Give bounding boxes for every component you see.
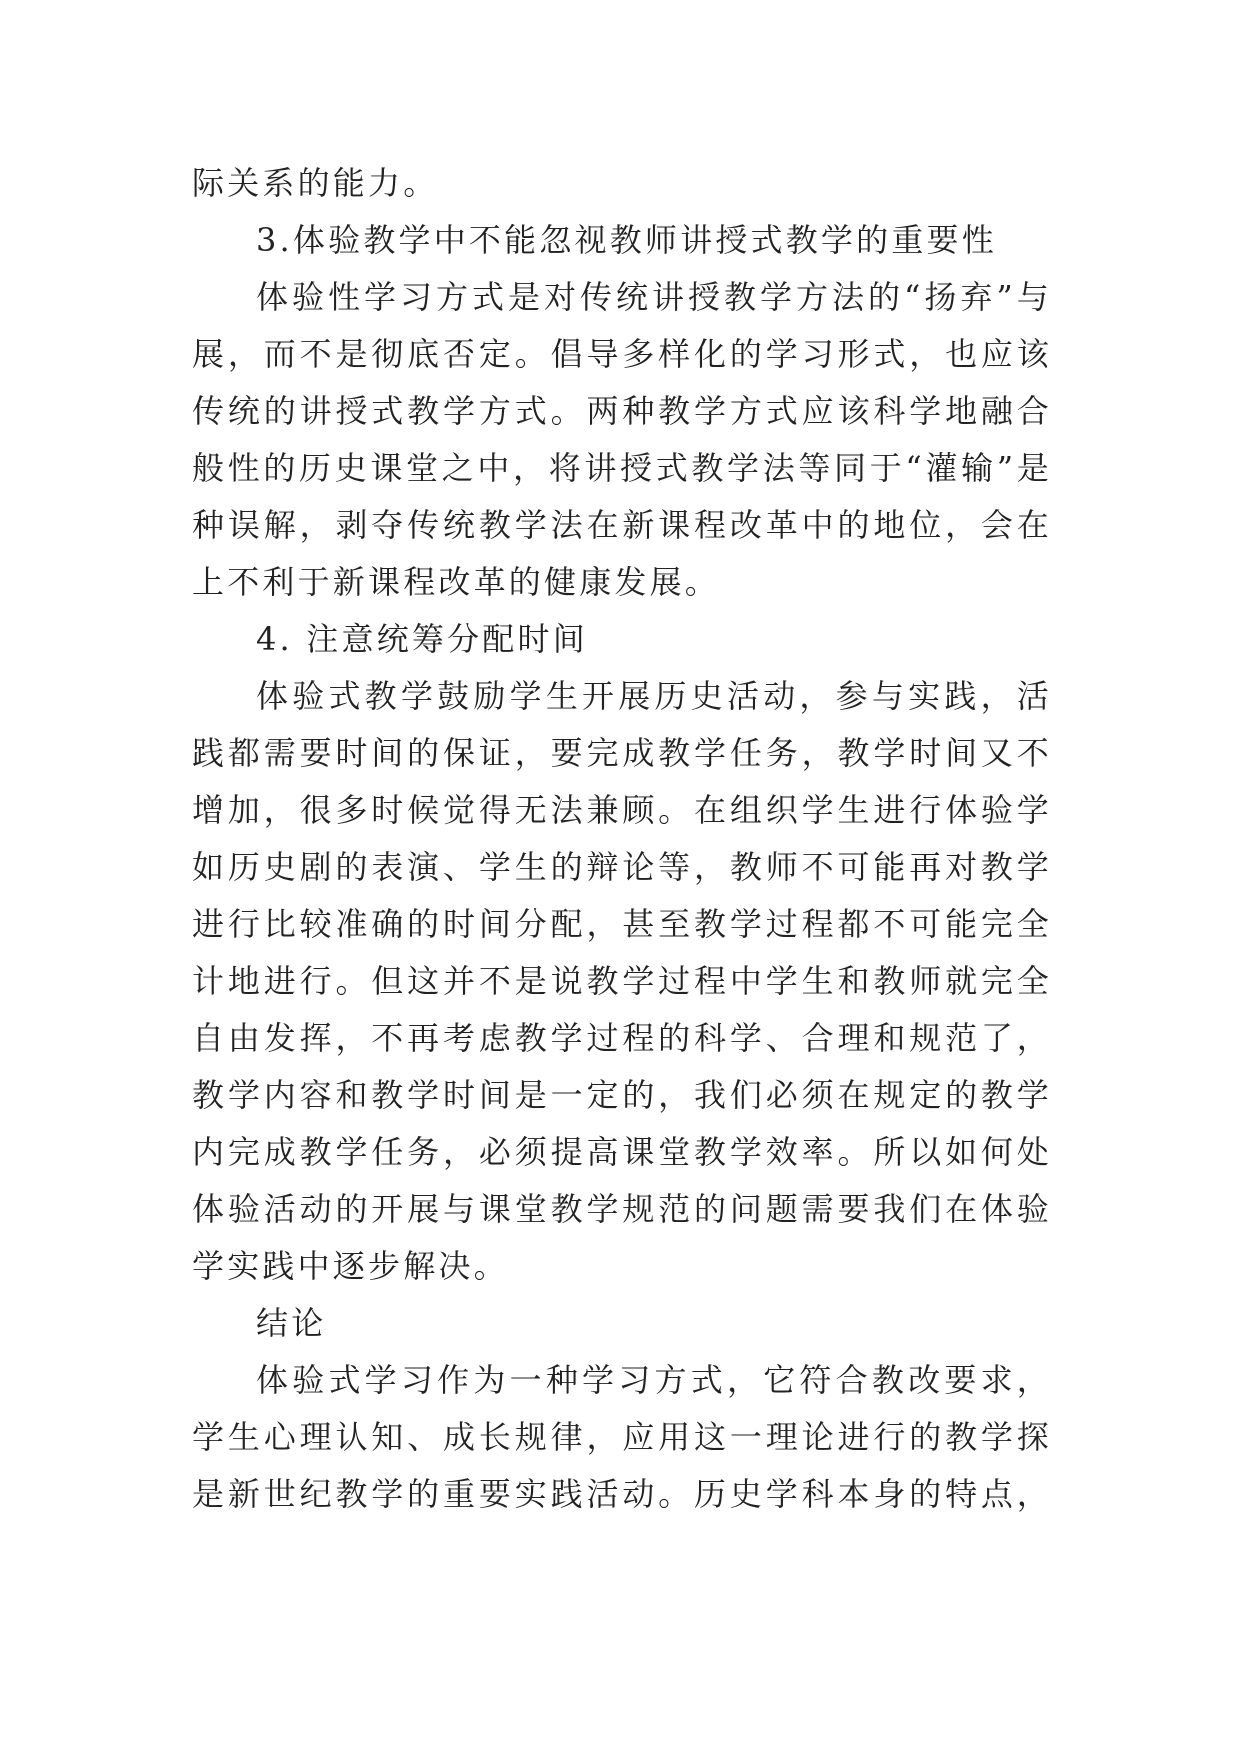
text-line: 体验式学习作为一种学习方式，它符合教改要求，: [256, 1361, 1052, 1399]
text-line: 般性的历史课堂之中，将讲授式教学法等同于“灌输”是: [192, 449, 1052, 487]
text-line: 如历史剧的表演、学生的辩论等，教师不可能再对教学: [192, 848, 1052, 886]
text-line: 教学内容和教学时间是一定的，我们必须在规定的教学: [192, 1076, 1052, 1114]
text-line: 上不利于新课程改革的健康发展。: [192, 563, 721, 601]
text-line: 体验性学习方式是对传统讲授教学方法的“扬弃”与: [256, 278, 1052, 316]
text-line: 自由发挥，不再考虑教学过程的科学、合理和规范了，: [192, 1019, 1052, 1057]
text-line: 践都需要时间的保证，要完成教学任务，教学时间又不: [192, 734, 1052, 772]
text-line: 进行比较准确的时间分配，甚至教学过程都不可能完全: [192, 905, 1052, 943]
section-heading: 3.体验教学中不能忽视教师讲授式教学的重要性: [256, 221, 997, 259]
text-line: 内完成教学任务，必须提高课堂教学效率。所以如何处: [192, 1133, 1052, 1171]
text-line: 际关系的能力。: [192, 164, 439, 202]
text-line: 种误解，剥夺传统教学法在新课程改革中的地位，会在: [192, 506, 1052, 544]
text-line: 传统的讲授式教学方式。两种教学方式应该科学地融合: [192, 392, 1052, 430]
section-heading: 4. 注意统筹分配时间: [256, 620, 588, 658]
text-line: 学实践中逐步解决。: [192, 1247, 509, 1285]
section-heading: 结论: [256, 1304, 327, 1342]
text-line: 展，而不是彻底否定。倡导多样化的学习形式，也应该: [192, 335, 1052, 373]
text-line: 增加，很多时候觉得无法兼顾。在组织学生进行体验学: [192, 791, 1052, 829]
document-body: [192, 155, 1052, 1523]
text-line: 学生心理认知、成长规律，应用这一理论进行的教学探: [192, 1418, 1052, 1456]
text-line: 是新世纪教学的重要实践活动。历史学科本身的特点，: [192, 1475, 1052, 1513]
text-line: 计地进行。但这并不是说教学过程中学生和教师就完全: [192, 962, 1052, 1000]
text-line: 体验活动的开展与课堂教学规范的问题需要我们在体验: [192, 1190, 1052, 1228]
text-line: 体验式教学鼓励学生开展历史活动，参与实践，活: [256, 677, 1052, 715]
